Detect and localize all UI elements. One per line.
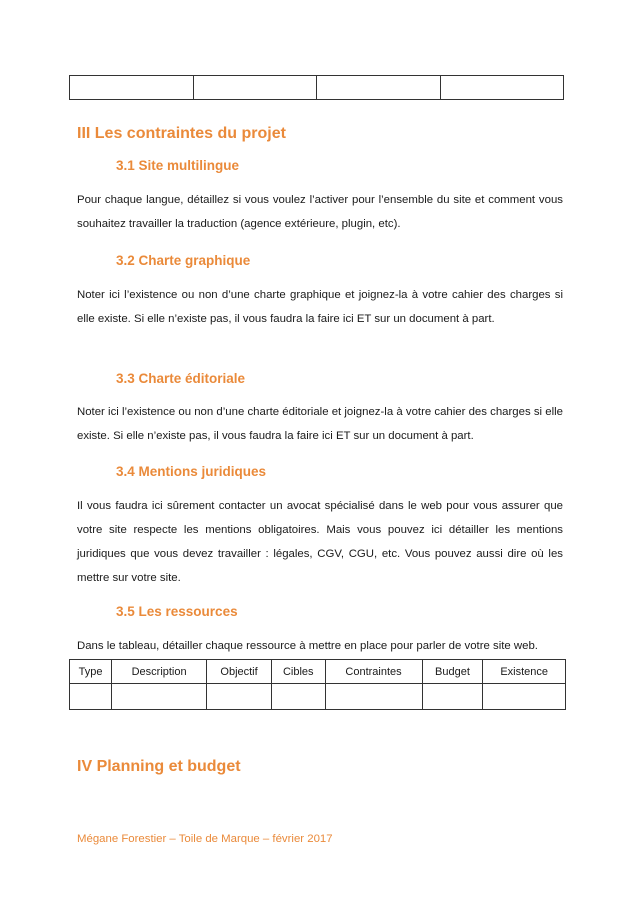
table-cell [440,76,564,100]
subsection-title-ressources: 3.5 Les ressources [116,604,238,619]
top-empty-table [69,75,564,100]
table-cell [70,684,112,710]
resources-table [69,659,566,710]
column-header-objectif: Objectif [207,660,272,684]
column-header-contraintes: Contraintes [325,660,422,684]
table-cell [272,684,326,710]
table-row [70,76,564,100]
column-header-budget: Budget [422,660,483,684]
subsection-title-site-multilingue: 3.1 Site multilingue [116,158,240,173]
column-header-existence: Existence [483,660,566,684]
paragraph-mentions-juridiques: Il vous faudra ici sûrement contacter un avocat spécialisé dans le web pour vous assurer que votre site respecte les mentions obligatoires. Mais vous pouvez ici détailler les mentions juridiques que vous devez travailler : légales, CGV, CGU, etc. Vous pouvez aussi dire où les mettre sur votre site. [77,500,563,584]
table-row [70,684,566,710]
paragraph-site-multilingue: Pour chaque langue, détaillez si vous voulez l’activer pour l’ensemble du site et comment vous souhaitez travailler la traduction (agence extérieure, plugin, etc). [77,194,563,230]
page-footer: Mégane Forestier – Toile de Marque – février 2017 [77,833,333,845]
table-cell [193,76,317,100]
paragraph-ressources: Dans le tableau, détailler chaque ressource à mettre en place pour parler de votre site web. [77,640,538,652]
column-header-type: Type [70,660,112,684]
paragraph-charte-graphique: Noter ici l’existence ou non d’une charte graphique et joignez-la à votre cahier des charges si elle existe. Si elle n’existe pas, il vous faudra la faire ici ET sur un document à part. [77,289,563,325]
table-cell [207,684,272,710]
section-title-planning: IV Planning et budget [77,758,241,775]
table-cell [483,684,566,710]
table-cell [317,76,441,100]
subsection-title-mentions-juridiques: 3.4 Mentions juridiques [116,464,267,479]
table-cell [422,684,483,710]
table-cell [325,684,422,710]
column-header-cibles: Cibles [272,660,326,684]
paragraph-charte-editoriale: Noter ici l’existence ou non d’une charte éditoriale et joignez-la à votre cahier des charges si elle existe. Si elle n’existe pas, il vous faudra la faire ici ET sur un document à part. [77,406,563,442]
table-cell [70,76,194,100]
table-header-row [70,660,566,684]
section-title-contraintes: III Les contraintes du projet [77,125,286,142]
column-header-description: Description [112,660,207,684]
subsection-title-charte-editoriale: 3.3 Charte éditoriale [116,371,246,386]
table-cell [112,684,207,710]
subsection-title-charte-graphique: 3.2 Charte graphique [116,253,251,268]
